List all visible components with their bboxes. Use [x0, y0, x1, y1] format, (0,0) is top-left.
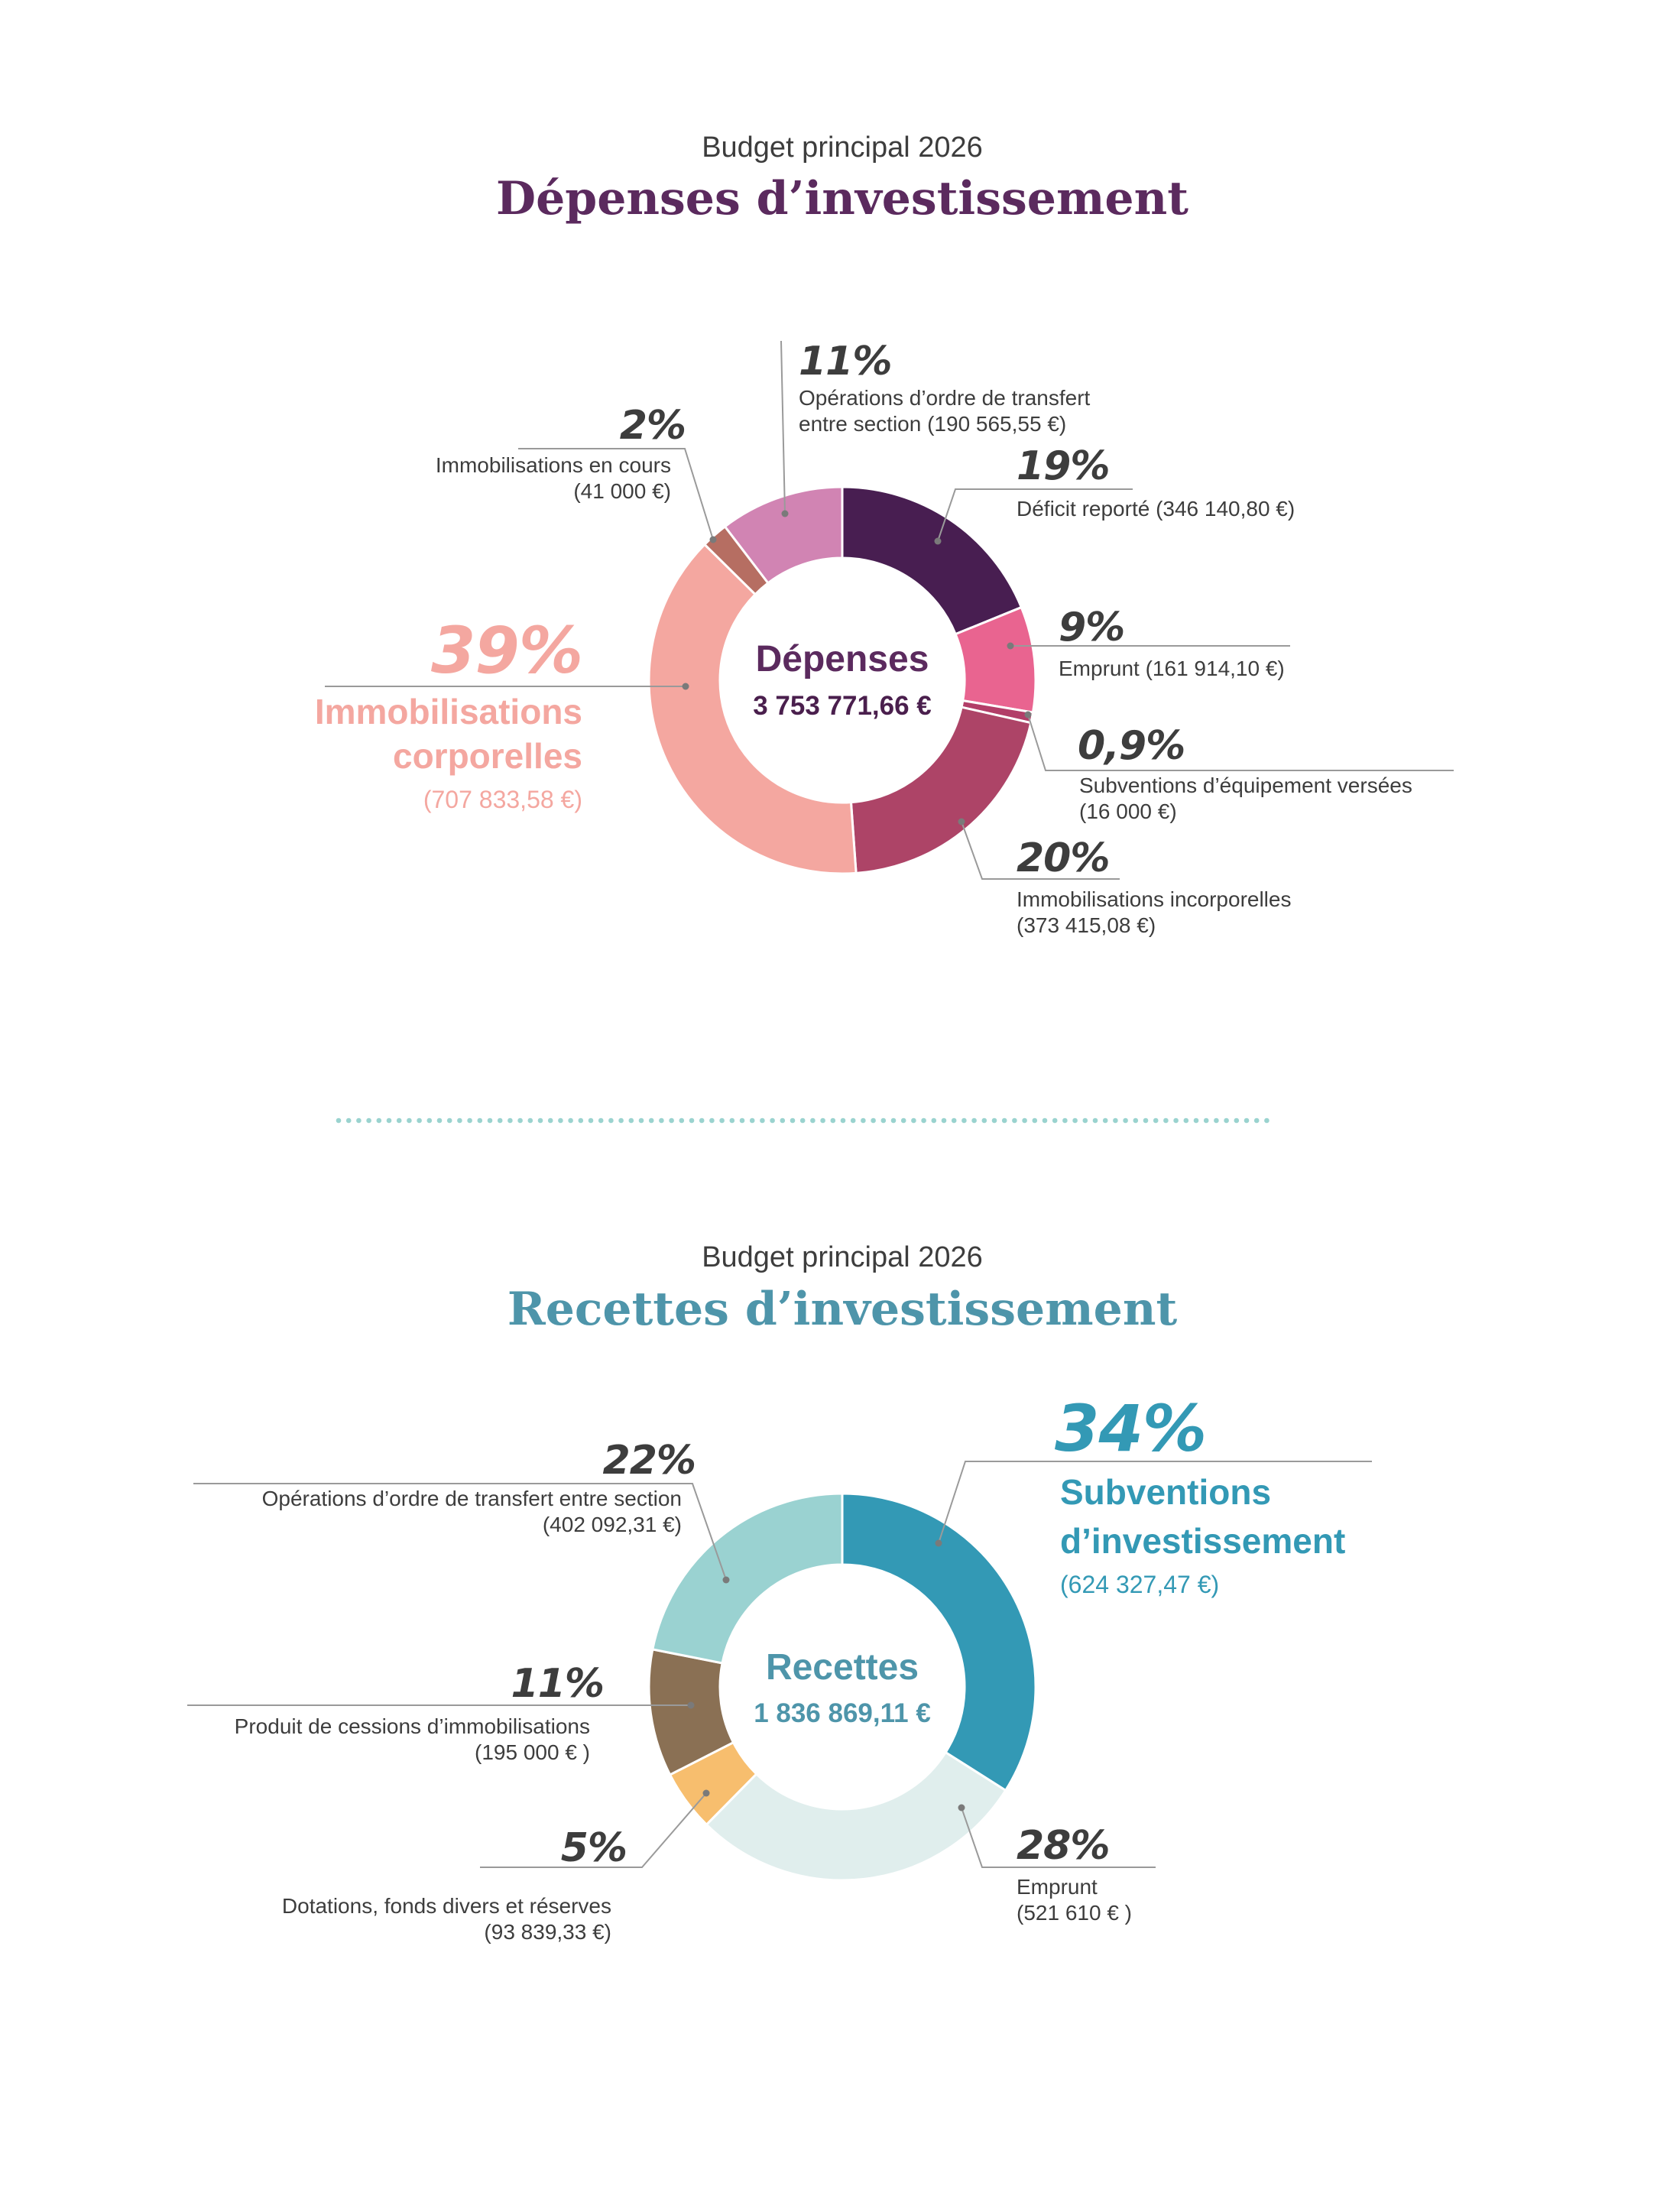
separator-dot: [507, 1118, 513, 1124]
percent-label-produit-de-cessions-d-immobilisations: 11%: [511, 1661, 604, 1707]
separator-dot: [1234, 1118, 1240, 1124]
separator-dot: [558, 1118, 563, 1124]
slice-label-emprunt-line-2: (521 610 € ): [1017, 1901, 1132, 1925]
separator-dot: [891, 1118, 897, 1124]
separator-dot: [478, 1118, 483, 1124]
slice-label-subventions-line-3: (624 327,47 €): [1060, 1571, 1220, 1598]
separator-dot: [407, 1118, 412, 1124]
separator-dot: [932, 1118, 937, 1124]
slice-label-subventions-line-2: d’investissement: [1060, 1521, 1346, 1561]
separator-dot: [629, 1118, 634, 1124]
slice-label-deficit-reporte-346-140-80-line-1: Déficit reporté (346 140,80 €): [1017, 497, 1295, 521]
slice-label-operations-d-ordre-de-transfert-entre-section-line-1: Opérations d’ordre de transfert entre section: [261, 1487, 682, 1510]
separator-dot: [1264, 1118, 1270, 1124]
chart-subtitle: Budget principal 2026: [702, 131, 983, 164]
leader-dot-operations-d-ordre-de-transfert-entre-section: [723, 1577, 730, 1584]
slice-label-subventions-d-equipement-versees-line-2: (16 000 €): [1079, 799, 1177, 823]
separator-dot: [366, 1118, 371, 1124]
separator-dot: [457, 1118, 462, 1124]
separator-dot: [447, 1118, 452, 1124]
separator-dot: [921, 1118, 926, 1124]
slice-label-subventions-d-equipement-versees-line-1: Subventions d’équipement versées: [1079, 774, 1412, 797]
center-label: Recettes: [765, 1647, 919, 1688]
chart-title: Recettes d’investissement: [507, 1283, 1178, 1336]
percent-label-immobilisations: 39%: [430, 613, 582, 688]
separator-dot: [961, 1118, 967, 1124]
slice-label-produit-de-cessions-d-immobilisations-line-1: Produit de cessions d’immobilisations: [234, 1714, 590, 1738]
separator-dot: [679, 1118, 685, 1124]
slice-label-operations-d-ordre-de-transfert-line-2: entre section (190 565,55 €): [799, 412, 1067, 436]
slice-label-dotations-fonds-divers-et-reserves-line-1: Dotations, fonds divers et réserves: [281, 1894, 611, 1918]
slice-label-immobilisations-line-1: Immobilisations: [314, 692, 582, 731]
leader-dot-subventions-d-equipement-versees: [1025, 712, 1032, 718]
separator-dot: [528, 1118, 533, 1124]
separator-dot: [1123, 1118, 1128, 1124]
separator-dot: [397, 1118, 402, 1124]
separator-dot: [881, 1118, 887, 1124]
separator-dot: [760, 1118, 765, 1124]
slice-label-operations-d-ordre-de-transfert-entre-section-line-2: (402 092,31 €): [542, 1513, 682, 1536]
separator-dot: [488, 1118, 493, 1124]
separator-dot: [911, 1118, 916, 1124]
leader-dot-operations-d-ordre-de-transfert: [782, 511, 789, 517]
slice-subventions: [842, 1494, 1036, 1790]
separator-dot: [851, 1118, 856, 1124]
separator-dot: [649, 1118, 654, 1124]
separator-dot: [336, 1118, 342, 1124]
separator-dot: [498, 1118, 503, 1124]
percent-label-operations-d-ordre-de-transfert-entre-section: 22%: [602, 1438, 696, 1484]
separator-dot: [810, 1118, 816, 1124]
separator-dot: [1163, 1118, 1169, 1124]
separator-dot: [750, 1118, 755, 1124]
separator-dot: [1093, 1118, 1098, 1124]
slice-label-immobilisations-en-cours-line-1: Immobilisations en cours: [435, 453, 671, 477]
separator-dot: [1043, 1118, 1048, 1124]
slice-label-produit-de-cessions-d-immobilisations-line-2: (195 000 € ): [475, 1740, 590, 1764]
separator-dot: [639, 1118, 644, 1124]
percent-label-subventions-d-equipement-versees: 0,9%: [1078, 723, 1185, 769]
percent-label-immobilisations-incorporelles: 20%: [1017, 835, 1110, 881]
separator-dot: [1062, 1118, 1068, 1124]
separator-dot: [1153, 1118, 1159, 1124]
separator-dot: [568, 1118, 573, 1124]
separator-dot: [517, 1118, 523, 1124]
separator-dot: [689, 1118, 695, 1124]
percent-label-emprunt-161-914-10: 9%: [1059, 605, 1125, 650]
slice-label-immobilisations-incorporelles-line-2: (373 415,08 €): [1017, 913, 1156, 937]
separator-dot: [1194, 1118, 1199, 1124]
slice-label-immobilisations-incorporelles-line-1: Immobilisations incorporelles: [1017, 887, 1292, 911]
separator-dot: [982, 1118, 987, 1124]
leader-dot-dotations-fonds-divers-et-reserves: [703, 1790, 710, 1797]
slice-label-dotations-fonds-divers-et-reserves-line-2: (93 839,33 €): [484, 1920, 611, 1944]
separator-dot: [356, 1118, 362, 1124]
separator-dot: [1033, 1118, 1038, 1124]
separator-dot: [831, 1118, 836, 1124]
separator-dot: [709, 1118, 715, 1124]
leader-dot-immobilisations-incorporelles: [958, 819, 965, 825]
slice-deficit-reporte-346-140-80: [842, 487, 1021, 634]
separator-dot: [618, 1118, 624, 1124]
separator-dot: [538, 1118, 543, 1124]
percent-label-immobilisations-en-cours: 2%: [619, 403, 686, 449]
slice-label-operations-d-ordre-de-transfert-line-1: Opérations d’ordre de transfert: [799, 386, 1091, 410]
chart-title: Dépenses d’investissement: [496, 172, 1188, 225]
chart-recettes-d-investissement: [187, 1241, 1372, 1944]
separator-dot: [942, 1118, 947, 1124]
separator-dot: [820, 1118, 825, 1124]
leader-dot-deficit-reporte-346-140-80: [935, 538, 942, 545]
percent-label-deficit-reporte-346-140-80: 19%: [1017, 443, 1110, 489]
separator-dot: [1143, 1118, 1149, 1124]
separator-dot: [427, 1118, 433, 1124]
percent-label-dotations-fonds-divers-et-reserves: 5%: [560, 1825, 627, 1871]
separator-dot: [871, 1118, 876, 1124]
slice-label-immobilisations-line-3: (707 833,58 €): [423, 786, 582, 813]
separator-dot: [1083, 1118, 1088, 1124]
separator-dot: [548, 1118, 553, 1124]
separator-dot: [971, 1118, 977, 1124]
separator-dot: [1184, 1118, 1189, 1124]
separator-dot: [841, 1118, 846, 1124]
separator-dot: [1103, 1118, 1108, 1124]
leader-dot-emprunt-161-914-10: [1007, 643, 1014, 650]
separator-dot: [1072, 1118, 1078, 1124]
separator-dot: [901, 1118, 906, 1124]
separator-dot: [659, 1118, 664, 1124]
separator-dot: [1254, 1118, 1260, 1124]
slice-label-immobilisations-en-cours-line-2: (41 000 €): [573, 479, 671, 503]
separator-dot: [589, 1118, 594, 1124]
leader-dot-emprunt: [958, 1805, 965, 1811]
separator-dot: [1133, 1118, 1139, 1124]
percent-label-subventions: 34%: [1055, 1391, 1207, 1466]
slice-label-emprunt-line-1: Emprunt: [1017, 1875, 1098, 1899]
separator-dot: [608, 1118, 614, 1124]
separator-dot: [740, 1118, 745, 1124]
separator-dot: [1173, 1118, 1179, 1124]
percent-label-operations-d-ordre-de-transfert: 11%: [799, 339, 892, 384]
separator-dot: [1022, 1118, 1027, 1124]
separator-dot: [579, 1118, 584, 1124]
separator-dot: [1052, 1118, 1058, 1124]
leader-dot-subventions: [936, 1540, 942, 1547]
separator-dot: [1204, 1118, 1209, 1124]
separator-dot: [780, 1118, 786, 1124]
dotted-separator: [336, 1118, 1270, 1124]
separator-dot: [1224, 1118, 1229, 1124]
leader-line-operations-d-ordre-de-transfert: [781, 341, 785, 514]
slice-immobilisations-incorporelles: [851, 707, 1030, 873]
separator-dot: [417, 1118, 422, 1124]
separator-dot: [1113, 1118, 1118, 1124]
separator-dot: [770, 1118, 775, 1124]
separator-dot: [730, 1118, 735, 1124]
leader-dot-immobilisations-en-cours: [710, 537, 717, 543]
leader-dot-immobilisations: [683, 683, 689, 690]
chart-subtitle: Budget principal 2026: [702, 1241, 983, 1273]
separator-dot: [800, 1118, 806, 1124]
separator-dot: [699, 1118, 705, 1124]
separator-dot: [437, 1118, 443, 1124]
separator-dot: [1214, 1118, 1219, 1124]
chart-depenses-d-investissement: [315, 131, 1454, 937]
separator-dot: [992, 1118, 997, 1124]
center-label: Dépenses: [755, 639, 929, 679]
separator-dot: [467, 1118, 472, 1124]
slice-label-emprunt-161-914-10-line-1: Emprunt (161 914,10 €): [1059, 657, 1285, 680]
center-value: 3 753 771,66 €: [753, 691, 932, 721]
slice-label-subventions-line-1: Subventions: [1060, 1472, 1272, 1512]
separator-dot: [598, 1118, 604, 1124]
separator-dot: [669, 1118, 674, 1124]
separator-dot: [1002, 1118, 1007, 1124]
leader-dot-produit-de-cessions-d-immobilisations: [688, 1702, 695, 1709]
separator-dot: [952, 1118, 957, 1124]
separator-dot: [861, 1118, 866, 1124]
separator-dot: [719, 1118, 725, 1124]
separator-dot: [790, 1118, 796, 1124]
separator-dot: [1012, 1118, 1017, 1124]
separator-dot: [1244, 1118, 1250, 1124]
slice-label-immobilisations-line-2: corporelles: [393, 736, 582, 776]
separator-dot: [346, 1118, 352, 1124]
percent-label-emprunt: 28%: [1017, 1823, 1110, 1869]
separator-dot: [377, 1118, 382, 1124]
center-value: 1 836 869,11 €: [754, 1698, 931, 1728]
separator-dot: [387, 1118, 392, 1124]
